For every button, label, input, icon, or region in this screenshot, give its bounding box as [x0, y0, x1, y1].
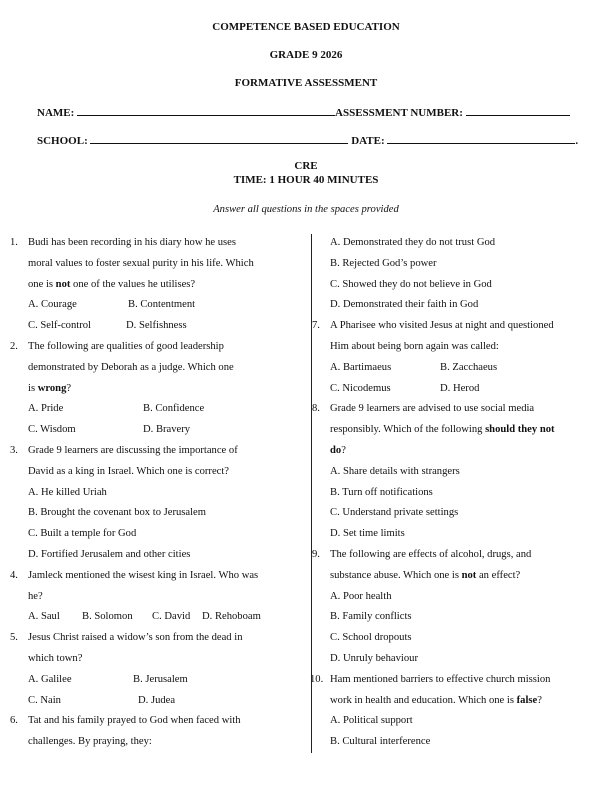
text-line	[312, 337, 607, 358]
option[interactable]: A. Bartimaeus	[330, 361, 392, 373]
text-line	[312, 462, 607, 483]
option[interactable]: A. Political support	[330, 715, 413, 727]
school-label: SCHOOL:	[37, 135, 88, 147]
text-line: 4.	[10, 569, 18, 581]
text-line	[10, 316, 305, 337]
option[interactable]: D. Set time limits	[330, 528, 405, 540]
text-line: 6.	[10, 715, 18, 727]
subject-heading: CRE	[294, 160, 318, 172]
option[interactable]: A. Pride	[28, 403, 64, 415]
text-line	[10, 399, 305, 420]
option[interactable]: C. Built a temple for God	[28, 528, 137, 540]
bold-text: not	[461, 569, 477, 581]
text-line	[10, 545, 305, 566]
text-line	[10, 275, 305, 296]
text-line	[312, 295, 607, 316]
question-7	[312, 316, 607, 337]
text-line	[330, 420, 555, 441]
text-line: Him about being born again was called:	[330, 340, 499, 352]
text-line: The following are effects of alcohol, drugs, and	[330, 548, 532, 560]
text-line	[312, 711, 607, 732]
text-line	[312, 275, 607, 296]
option[interactable]: B. Solomon	[82, 611, 133, 623]
school-field[interactable]	[90, 133, 348, 144]
text-line	[10, 420, 305, 441]
text-line: demonstrated by Deborah as a judge. Which one	[28, 361, 234, 373]
date-label: DATE:	[351, 135, 385, 147]
text-line: which town?	[28, 652, 83, 664]
text-line	[312, 483, 607, 504]
text-line	[312, 607, 607, 628]
name-field[interactable]	[77, 105, 335, 116]
text-line: one is	[28, 278, 56, 290]
option[interactable]: B. Jerusalem	[133, 673, 188, 685]
text-line	[312, 358, 607, 379]
text-line: David as a king in Israel. Which one is correct?	[28, 465, 230, 477]
text-line	[10, 462, 305, 483]
text-line: responsibly. Which of the following	[330, 424, 486, 436]
text-line	[37, 105, 570, 119]
option[interactable]: B. Zacchaeus	[440, 361, 498, 373]
text-line	[312, 566, 607, 587]
option[interactable]: B. Rejected God’s power	[330, 257, 437, 269]
text-line: ?	[341, 444, 346, 456]
text-line	[10, 483, 305, 504]
option[interactable]: D. Unruly behaviour	[330, 652, 418, 664]
text-line	[312, 503, 607, 524]
option[interactable]: D. Herod	[440, 382, 480, 394]
text-line	[37, 133, 578, 147]
question-2	[10, 337, 305, 358]
text-line	[330, 566, 520, 587]
text-line	[10, 295, 305, 316]
assessment-number-field[interactable]	[466, 105, 570, 116]
text-line	[312, 420, 607, 441]
time-heading: TIME: 1 HOUR 40 MINUTES	[233, 174, 379, 186]
name-label: NAME:	[37, 107, 75, 119]
text-line	[10, 649, 305, 670]
text-line: 7.	[312, 320, 320, 332]
text-line	[312, 441, 607, 462]
option[interactable]: C. Showed they do not believe in God	[330, 278, 492, 290]
text-line	[10, 732, 305, 753]
option[interactable]: B. Family conflicts	[330, 611, 412, 623]
text-line	[10, 524, 305, 545]
text-line: 1.	[10, 237, 18, 248]
text-line: 2.	[10, 340, 18, 352]
question-8	[312, 399, 607, 420]
bold-text: do	[330, 444, 342, 456]
text-line: Tat and his family prayed to God when faced with	[28, 715, 241, 727]
option[interactable]: C. Wisdom	[28, 424, 76, 436]
question-9	[312, 545, 607, 566]
question-5	[10, 628, 305, 649]
text-line	[312, 379, 607, 400]
text-line	[312, 732, 607, 753]
text-line	[330, 691, 542, 712]
text-line	[10, 670, 305, 691]
option[interactable]: A. He killed Uriah	[28, 486, 107, 498]
text-line	[312, 649, 607, 670]
text-line: work in health and education. Which one is	[330, 694, 517, 706]
text-line	[312, 524, 607, 545]
right-column	[312, 233, 607, 753]
text-line: Grade 9 learners are discussing the importance of	[28, 444, 238, 456]
text-line: moral values to foster sexual purity in his life. Which	[28, 257, 254, 269]
instructions: Answer all questions in the spaces provided	[213, 204, 399, 215]
option[interactable]: A. Saul	[28, 611, 60, 623]
text-line: challenges. By praying, they:	[28, 736, 152, 748]
assessment-number-label: ASSESSMENT NUMBER:	[335, 107, 463, 119]
question-4	[10, 566, 305, 587]
text-line: an effect?	[476, 569, 521, 581]
option[interactable]: A. Share details with strangers	[330, 465, 460, 477]
left-column	[10, 233, 305, 753]
text-line	[10, 607, 305, 628]
text-line: The following are qualities of good leadership	[28, 340, 224, 352]
text-line	[312, 254, 607, 275]
option[interactable]: A. Courage	[28, 299, 77, 311]
option[interactable]: B. Confidence	[143, 403, 205, 415]
text-line	[312, 587, 607, 608]
option[interactable]: D. Rehoboam	[202, 611, 261, 623]
text-line: 5.	[10, 632, 18, 644]
text-line	[312, 233, 607, 254]
text-line	[10, 691, 305, 712]
question-3	[10, 441, 305, 462]
bold-text: not	[55, 278, 71, 290]
bold-text: false	[516, 694, 538, 706]
text-line: substance abuse. Which one is	[330, 569, 462, 581]
option[interactable]: A. Poor health	[330, 590, 392, 602]
text-line	[10, 358, 305, 379]
bold-text: wrong	[37, 382, 67, 394]
text-line	[10, 379, 305, 400]
text-line: Jesus Christ raised a widow’s son from the dead in	[28, 632, 243, 644]
option[interactable]: C. School dropouts	[330, 632, 412, 644]
text-line	[312, 628, 607, 649]
option[interactable]: A. Galilee	[28, 673, 72, 685]
option[interactable]: D. Judea	[138, 694, 176, 706]
bold-text: should they not	[485, 424, 555, 436]
option[interactable]: C. Understand private settings	[330, 507, 459, 519]
text-line	[10, 254, 305, 275]
option[interactable]: B. Turn off notifications	[330, 486, 433, 498]
option[interactable]: D. Demonstrated their faith in God	[330, 299, 479, 311]
text-line	[10, 587, 305, 608]
option[interactable]: C. Nicodemus	[330, 382, 391, 394]
text-line	[28, 275, 195, 296]
question-6	[10, 711, 305, 732]
text-line: 8.	[312, 403, 320, 415]
option[interactable]: B. Contentment	[128, 299, 196, 311]
assessment-heading: FORMATIVE ASSESSMENT	[234, 77, 378, 89]
text-line	[10, 503, 305, 524]
option[interactable]: C. Nain	[28, 694, 61, 706]
text-line: one of the values he utilises?	[70, 278, 196, 290]
date-field[interactable]	[387, 133, 575, 144]
text-line: Grade 9 learners are advised to use social media	[330, 403, 535, 415]
grade-heading: GRADE 9 2026	[269, 49, 343, 61]
text-line: he?	[28, 590, 43, 602]
text-line	[28, 379, 71, 400]
text-line: Jamleck mentioned the wisest king in Israel. Who was	[28, 569, 259, 581]
option[interactable]: D. Selfishness	[126, 320, 187, 332]
option[interactable]: C. Self-control	[28, 320, 91, 332]
question-10	[312, 670, 607, 691]
option[interactable]: D. Fortified Jerusalem and other cities	[28, 548, 191, 560]
text-line	[312, 691, 607, 712]
option[interactable]: C. David	[152, 611, 191, 623]
question-1	[10, 233, 305, 254]
text-line: ?	[66, 382, 72, 394]
text-line: is	[28, 382, 38, 394]
date-end: .	[575, 135, 579, 147]
text-line: 10.	[310, 673, 324, 685]
text-line: A Pharisee who visited Jesus at night and questioned	[330, 320, 554, 332]
text-line: 3.	[10, 444, 18, 456]
option[interactable]: D. Bravery	[143, 424, 191, 436]
text-line	[330, 441, 346, 462]
option[interactable]: A. Demonstrated they do not trust God	[330, 237, 496, 248]
text-line: Budi has been recording in his diary how he uses	[28, 237, 237, 248]
option[interactable]: B. Brought the covenant box to Jerusalem	[28, 507, 206, 519]
text-line: 9.	[312, 548, 320, 560]
document-title: COMPETENCE BASED EDUCATION	[212, 21, 400, 33]
text-line: ?	[537, 694, 542, 706]
text-line: Ham mentioned barriers to effective church mission	[330, 673, 551, 685]
option[interactable]: B. Cultural interference	[330, 736, 431, 748]
